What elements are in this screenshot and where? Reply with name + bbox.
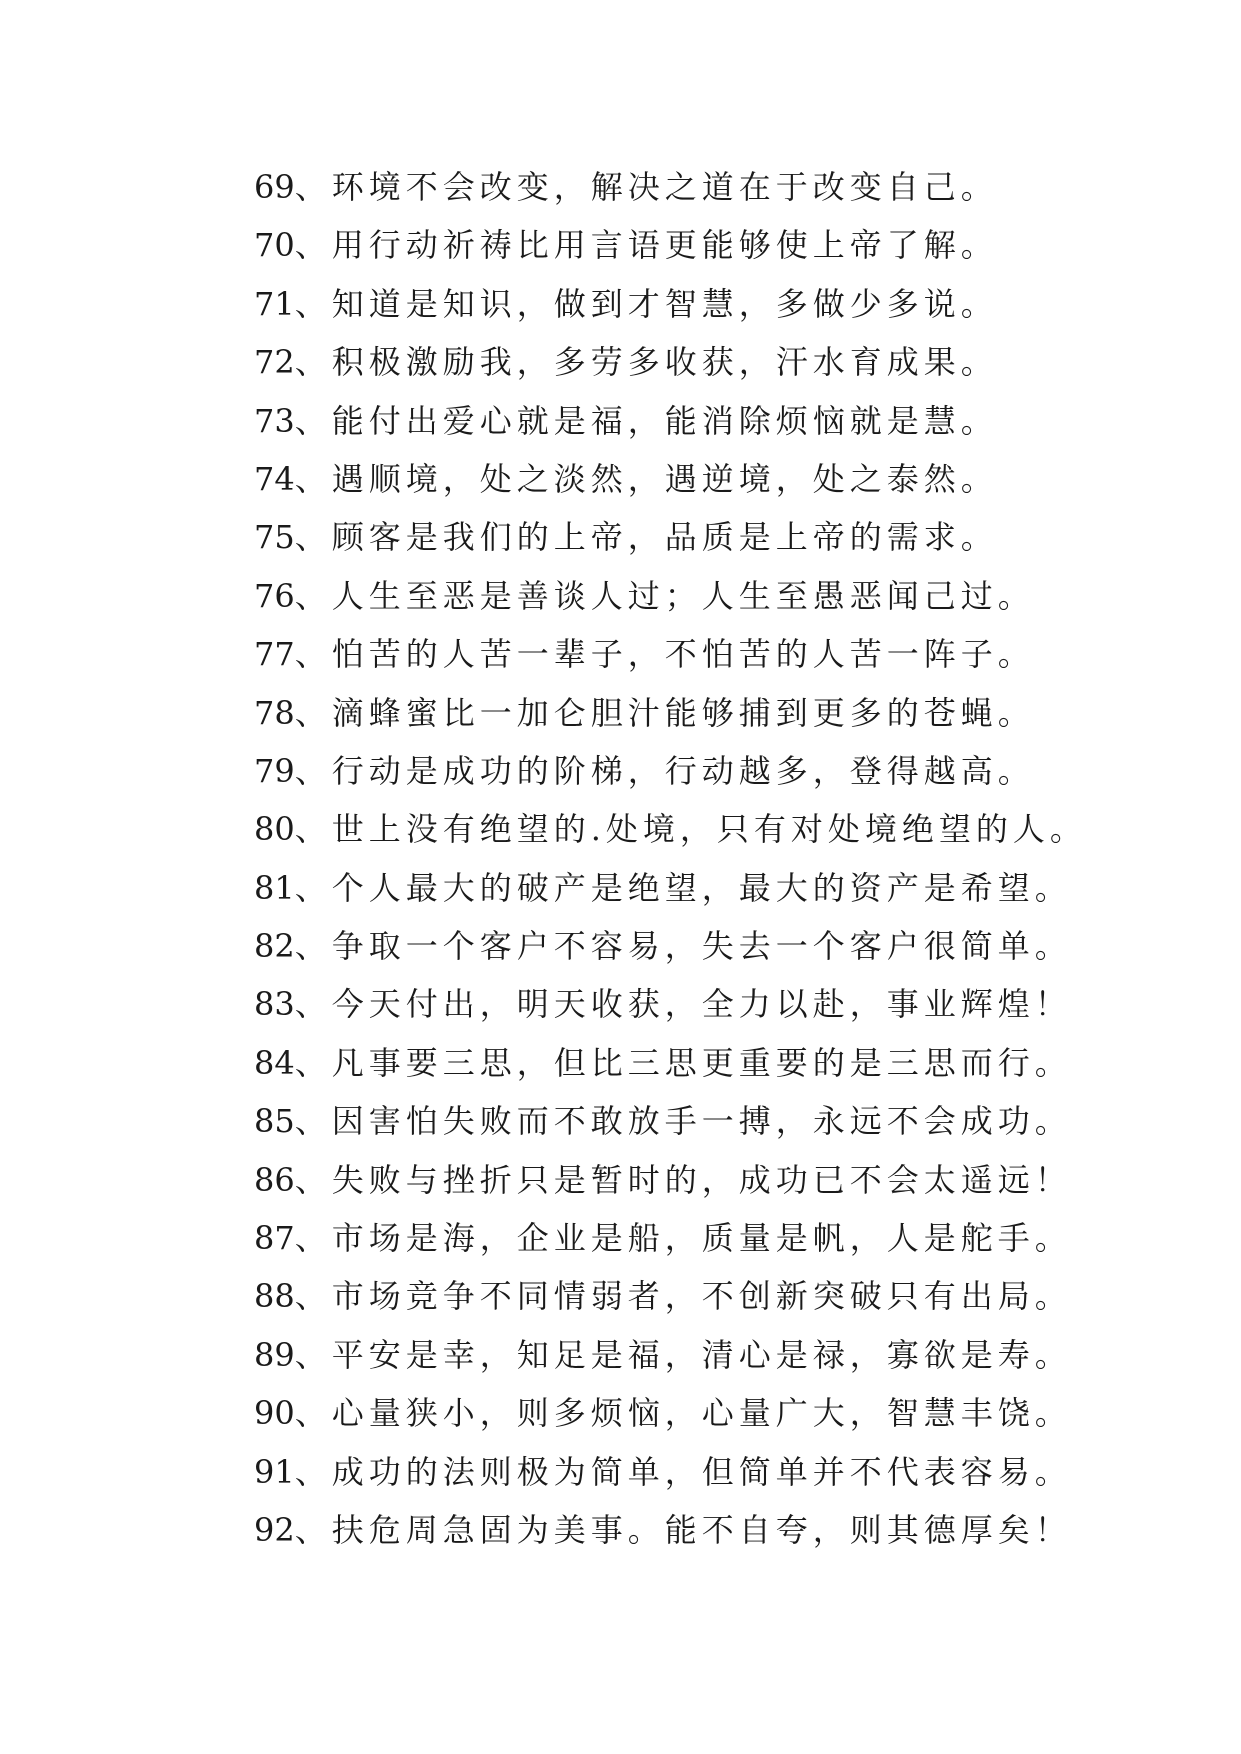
quote-line [254, 1151, 1214, 1209]
quote-text: 、平安是幸，知足是福，清心是禄，寡欲是寿。 [294, 1335, 1072, 1374]
quote-text: 、环境不会改变，解决之道在于改变自己。 [294, 168, 998, 206]
quote-line [254, 508, 1214, 566]
quote-text: 、积极激励我，多劳多收获，汗水育成果。 [294, 343, 998, 382]
quote-line [254, 158, 1214, 216]
quote-number: 92 [254, 1510, 295, 1549]
quote-number: 76 [254, 576, 295, 615]
quote-number: 85 [254, 1102, 295, 1141]
quote-text: 、心量狭小，则多烦恼，心量广大，智慧丰饶。 [294, 1394, 1072, 1433]
quote-number: 79 [254, 751, 295, 790]
quote-number: 91 [254, 1452, 295, 1491]
quote-text: 、能付出爱心就是福，能消除烦恼就是慧。 [294, 401, 998, 440]
quote-line [254, 1092, 1214, 1150]
quote-line [254, 450, 1214, 508]
quote-text: 、怕苦的人苦一辈子，不怕苦的人苦一阵子。 [294, 635, 1035, 674]
quote-text: 、行动是成功的阶梯，行动越多，登得越高。 [294, 751, 1035, 790]
quote-number: 80 [254, 810, 295, 849]
quote-number: 70 [254, 226, 295, 265]
quote-number: 75 [254, 518, 295, 557]
quote-line [254, 1267, 1214, 1325]
quote-text: 、滴蜂蜜比一加仑胆汁能够捕到更多的苍蝇。 [294, 693, 1035, 732]
quote-line [254, 800, 1214, 858]
quote-line [254, 1443, 1214, 1501]
quote-text: 、失败与挫折只是暂时的，成功已不会太遥远！ [294, 1160, 1072, 1199]
quote-number: 74 [254, 459, 295, 498]
quote-line [254, 392, 1214, 450]
quote-number: 84 [254, 1043, 295, 1082]
quote-number: 87 [254, 1219, 295, 1258]
quote-line [254, 275, 1214, 333]
quote-number: 78 [254, 693, 295, 732]
quote-number: 90 [254, 1394, 295, 1433]
quote-number: 81 [254, 868, 295, 907]
quote-line [254, 1384, 1214, 1442]
quote-text: 、市场竞争不同情弱者，不创新突破只有出局。 [294, 1277, 1072, 1316]
quote-line [254, 742, 1214, 800]
quote-line [254, 1034, 1214, 1092]
quote-text: 、世上没有绝望的.处境，只有对处境绝望的人。 [294, 810, 1087, 849]
quote-text: 、知道是知识，做到才智慧，多做少多说。 [294, 284, 998, 323]
quote-list [254, 158, 1214, 1559]
quote-text: 、顾客是我们的上帝，品质是上帝的需求。 [294, 518, 998, 557]
quote-text: 、因害怕失败而不敢放手一搏，永远不会成功。 [294, 1102, 1072, 1141]
quote-number: 89 [254, 1335, 295, 1374]
quote-line [254, 333, 1214, 391]
quote-text: 、人生至恶是善谈人过；人生至愚恶闻己过。 [294, 576, 1035, 615]
quote-line [254, 859, 1214, 917]
quote-text: 、遇顺境，处之淡然，遇逆境，处之泰然。 [294, 459, 998, 498]
quote-number: 73 [254, 401, 295, 440]
quote-number: 71 [254, 284, 295, 323]
quote-number: 77 [254, 635, 295, 674]
quote-text: 、争取一个客户不容易，失去一个客户很简单。 [294, 927, 1072, 966]
quote-text: 、个人最大的破产是绝望，最大的资产是希望。 [294, 868, 1072, 907]
quote-text: 、扶危周急固为美事。能不自夸，则其德厚矣！ [294, 1510, 1072, 1549]
quote-number: 72 [254, 343, 295, 382]
quote-text: 、成功的法则极为简单，但简单并不代表容易。 [294, 1452, 1072, 1491]
quote-line [254, 1326, 1214, 1384]
quote-line [254, 1501, 1214, 1559]
quote-text: 、市场是海，企业是船，质量是帆，人是舵手。 [294, 1219, 1072, 1258]
quote-line [254, 975, 1214, 1033]
quote-line [254, 1209, 1214, 1267]
quote-line [254, 625, 1214, 683]
quote-line [254, 684, 1214, 742]
quote-number: 86 [254, 1160, 295, 1199]
quote-line [254, 567, 1214, 625]
quote-text: 、凡事要三思，但比三思更重要的是三思而行。 [294, 1043, 1072, 1082]
quote-text: 、用行动祈祷比用言语更能够使上帝了解。 [294, 226, 998, 265]
quote-number: 82 [254, 927, 295, 966]
quote-number: 88 [254, 1277, 295, 1316]
quote-number: 69 [254, 168, 295, 206]
quote-number: 83 [254, 985, 295, 1024]
quote-line [254, 917, 1214, 975]
quote-text: 、今天付出，明天收获，全力以赴，事业辉煌！ [294, 985, 1072, 1024]
quote-line [254, 216, 1214, 274]
